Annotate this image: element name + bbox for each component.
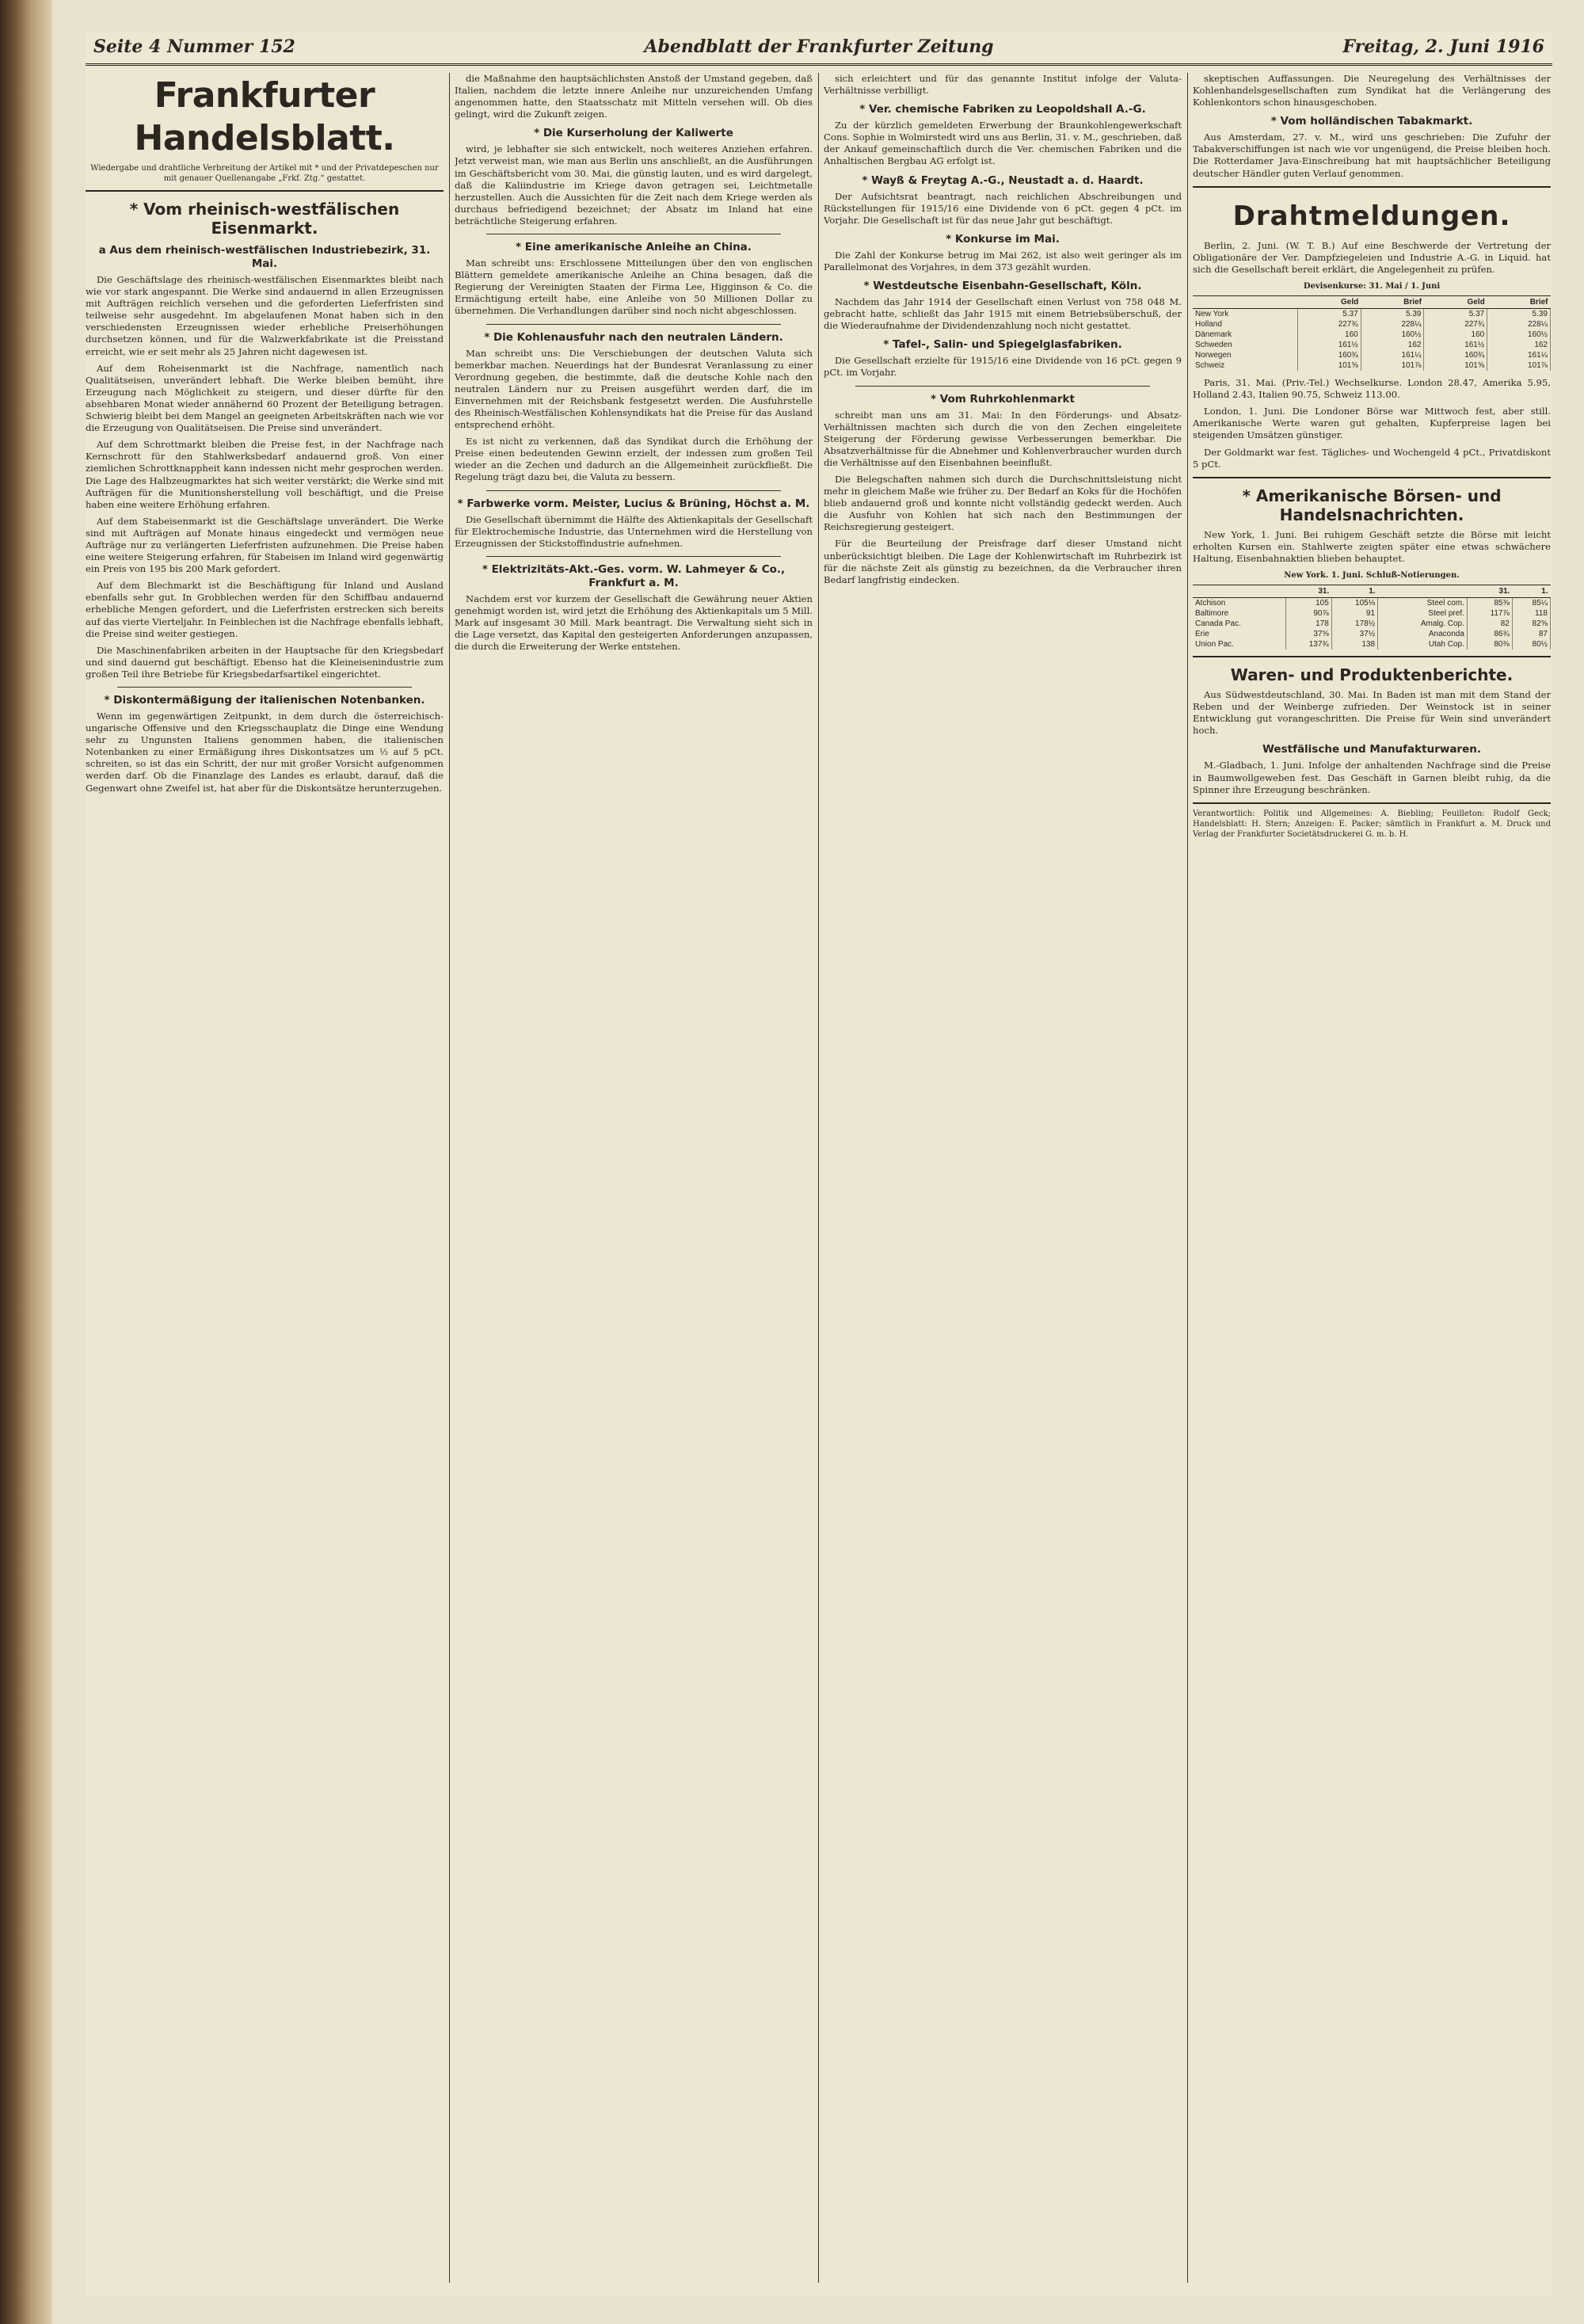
table-cell: 85¼: [1512, 598, 1550, 609]
table-cell: Utah Cop.: [1378, 639, 1468, 650]
exchange-rate-row: [1193, 330, 1551, 340]
article-headline: * Tafel-, Salin- und Spiegelglasfabriken.: [883, 338, 1122, 352]
table-cell: 161½: [1297, 340, 1361, 350]
stock-quote-row: [1193, 598, 1551, 609]
table-cell: 5.39: [1361, 309, 1424, 320]
article-paragraph: New York, 1. Juni. Bei ruhigem Geschäft setzte die Börse mit leicht erholten Kursen ein. Stahlwerte zeigten später eine etwas schwächere Haltung, Eisenbahnaktien blieben behauptet.: [1193, 528, 1551, 564]
running-header: [86, 32, 1552, 66]
table-cell: 87: [1512, 629, 1550, 639]
table-cell: 227¾: [1297, 319, 1361, 330]
table-cell: 160½: [1361, 330, 1424, 340]
newspaper-title: Abendblatt der Frankfurter Zeitung: [644, 36, 994, 57]
section-title: * Amerikanische Börsen- und Handelsnachrichten.: [1242, 486, 1502, 524]
article-paragraph: Wenn im gegenwärtigen Zeitpunkt, in dem durch die österreichisch-ungarische Offensive und den Kriegsschauplatz die Dinge eine Wendung sehr zu Ungunsten Italiens genommen haben, die italienischen Notenbanken zu einer Ermäßigung ihres Diskontsatzes um ½ auf 5 pCt. schreiten, so ist das ein Schritt, der nur mit großer Vorsicht aufgenommen werden darf. Ob die Finanzlage des Landes es erlaubt, darauf, daß die Gegenwart ohne Zweifel ist, hat aber für die Diskontsätze herunterzugehen.: [86, 711, 444, 794]
table-cell: Schweden: [1193, 340, 1297, 350]
table-cell: 178½: [1331, 619, 1377, 629]
table-cell: Anaconda: [1378, 629, 1468, 639]
table-header-cell: Brief: [1361, 296, 1424, 309]
article-paragraph: Auf dem Stabeisenmarkt ist die Geschäftslage unverändert. Die Werke sind mit Aufträgen auf Monate hinaus eingedeckt und vermögen neue Aufträge nur zu verlängerten Lieferfristen aufzunehmen. Die Preise haben eine weitere Steigerung erfahren, für Stabeisen im Inland wird gegenwärtig ein Preis von 195 bis 200 Mark gefordert.: [86, 515, 444, 575]
table-cell: 82: [1467, 619, 1512, 629]
table-cell: 162: [1361, 340, 1424, 350]
article-paragraph: Auf dem Roheisenmarkt ist die Nachfrage, namentlich nach Qualitätseisen, unverändert lebhaft. Die Werke bleiben bemüht, ihre Erzeugung nach Möglichkeit zu steigern, und dieser dürfte für den absehbaren Monat wieder annähernd 60 Prozent der Beteiligung betragen. Schwierig bleibt bei dem Mangel an geeigneten Arbeitskräften nach wie vor die Erzeugung von Qualitätseisen. Die Preise sind unverändert.: [86, 362, 444, 434]
table-cell: 37⅝: [1285, 629, 1331, 639]
article-paragraph: Der Aufsichtsrat beantragt, nach reichlichen Abschreibungen und Rückstellungen für 1915/16 eine Dividende von 6 pCt. gegen 4 pCt. im Vorjahr. Die Gesellschaft ist für das neue Jahr gut beschäftigt.: [824, 190, 1182, 226]
article-paragraph: Es ist nicht zu verkennen, daß das Syndikat durch die Erhöhung der Preise einen bedeutenden Gewinn erzielt, der indessen zum großen Teil wieder an die Zechen und dadurch an die Allgemeinheit zurückfließt. Die Regelung trägt dazu bei, die Valuta zu bessern.: [455, 436, 813, 483]
table-cell: 161¼: [1361, 350, 1424, 360]
article-paragraph: Die Belegschaften nahmen sich durch die Durchschnittsleistung nicht mehr in gleichem Maße wie früher zu. Der Bedarf an Koks für die Hochöfen blieb andauernd groß und konnte nicht vollständig gedeckt werden. Auch die Ausfuhr von Kohlen hat sich nach den Bestimmungen der Reichsregierung gesteigert.: [824, 473, 1182, 533]
table-cell: 160½: [1487, 330, 1551, 340]
table-cell: Amalg. Cop.: [1378, 619, 1468, 629]
book-binding-edge: [0, 0, 52, 2324]
table-cell: 86¾: [1467, 629, 1512, 639]
stock-quotes-table: [1193, 585, 1551, 650]
table-header-cell: Geld: [1297, 296, 1361, 309]
article-paragraph: skeptischen Auffassungen. Die Neuregelung des Verhältnisses der Kohlenhandelsgesellschaften zum Syndikat hat die Verlängerung des Kohlenkontors schon hinausgeschoben.: [1193, 73, 1551, 109]
table-cell: 90⅞: [1285, 608, 1331, 619]
article-headline: * Vom holländischen Tabakmarkt.: [1270, 115, 1473, 128]
table-cell: Steel pref.: [1378, 608, 1468, 619]
table-cell: 118: [1512, 608, 1550, 619]
section-title: Waren- und Produktenberichte.: [1230, 665, 1514, 685]
table-cell: 162: [1487, 340, 1551, 350]
table-cell: 228¼: [1487, 319, 1551, 330]
article-headline: * Farbwerke vorm. Meister, Lucius & Brüning, Höchst a. M.: [457, 497, 810, 510]
column-1: [86, 73, 444, 2283]
table-cell: 80⅜: [1467, 639, 1512, 650]
divider: [486, 324, 781, 325]
article-headline: * Die Kohlenausfuhr nach den neutralen Ländern.: [484, 330, 783, 344]
article-paragraph: Aus Südwestdeutschland, 30. Mai. In Baden ist man mit dem Stand der Reben und der Weinberge zufrieden. Der Weinstock ist in seiner Entwicklung gut vorangeschritten. Die Preise für Wein sind unverändert hoch.: [1193, 689, 1551, 737]
table-cell: 91: [1331, 608, 1377, 619]
article-paragraph: wird, je lebhafter sie sich entwickelt, noch weiteres Anziehen erfahren. Jetzt verweist man, wie man aus Berlin uns anschließt, an die Ausführungen im Geschäftsbericht vom 30. Mai, die günstig lauten, und es wird dargelegt, daß die Kaliindustrie im Kriege davon getragen sei, Leichtmetalle herzustellen. Auch die Aussichten für die Zeit nach dem Kriege werden als durchaus befriedigend bezeichnet; der Absatz im Inland hat eine beträchtliche Steigerung erfahren.: [455, 143, 813, 227]
article-headline: * Vom Ruhrkohlenmarkt: [931, 392, 1075, 406]
article-headline: * Eine amerikanische Anleihe an China.: [516, 241, 752, 254]
stock-quote-row: [1193, 608, 1551, 619]
table-cell: 82⅝: [1512, 619, 1550, 629]
column-rule: [1187, 73, 1188, 2283]
table-cell: 228¼: [1361, 319, 1424, 330]
divider: [486, 556, 781, 557]
article-paragraph: Auf dem Schrottmarkt bleiben die Preise fest, in der Nachfrage nach Kernschrott für den Stahlwerksbedarf andauernd groß. Von einer ziemlichen Schrottknappheit kann indessen nicht mehr gesprochen werden. Die Lage des Halbzeugmarktes hat sich weiter verstärkt; die Werke sind mit Aufträgen für die Munitionsherstellung voll beschäftigt, und die Preise haben eine weitere Erhöhung erfahren.: [86, 439, 444, 510]
table-cell: Atchison: [1193, 598, 1285, 609]
table-header-cell: 1.: [1331, 585, 1377, 598]
exchange-rate-row: [1193, 319, 1551, 330]
table-cell: 160: [1297, 330, 1361, 340]
article-paragraph: Die Gesellschaft übernimmt die Hälfte des Aktienkapitals der Gesellschaft für Elektrochemische Industrie, das Unternehmen wird die Herstellung von Erzeugnissen der Stickstoffindustrie aufnehmen.: [455, 513, 813, 549]
stock-quote-row: [1193, 629, 1551, 639]
article-paragraph: Der Goldmarkt war fest. Tägliches- und Wochengeld 4 pCt., Privatdiskont 5 pCt.: [1193, 446, 1551, 470]
table-cell: 5.37: [1424, 309, 1487, 320]
article-paragraph: London, 1. Juni. Die Londoner Börse war Mittwoch fest, aber still. Amerikanische Werte waren gut gehalten, Kupferpreise lagen bei steigenden Umsätzen günstiger.: [1193, 406, 1551, 441]
table-cell: 37½: [1331, 629, 1377, 639]
table-cell: 85⅜: [1467, 598, 1512, 609]
column-rule: [449, 73, 450, 2283]
masthead-note: Wiedergabe und drahtliche Verbreitung der Artikel mit * und der Privatdepeschen nur mit genauer Quellenangabe „Frkf. Ztg.“ gestattet.: [90, 164, 439, 183]
article-headline: * Elektrizitäts-Akt.-Ges. vorm. W. Lahmeyer & Co., Frankfurt a. M.: [482, 562, 786, 589]
article-paragraph: Die Geschäftslage des rheinisch-westfälischen Eisenmarktes bleibt nach wie vor stark angespannt. Die Werke sind andauernd in allen Erzeugnissen mit Aufträgen reichlich versehen und die geforderten Lieferfristen sind teilweise sehr ausgedehnt. Im abgelaufenen Monat haben sich in den verschiedensten Erzeugnissen wieder erhebliche Preiserhöhungen durchsetzen können, und für die Walzwerkfabrikate ist die Preisstand erreicht, wie er seit mehr als 25 Jahren nicht dagewesen ist.: [86, 274, 444, 357]
stock-quote-row: [1193, 639, 1551, 650]
article-paragraph: sich erleichtert und für das genannte Institut infolge der Valuta-Verhältnisse verbilligt.: [824, 73, 1182, 97]
table-cell: Canada Pac.: [1193, 619, 1285, 629]
article-paragraph: schreibt man uns am 31. Mai: In den Förderungs- und Absatz-Verhältnissen machten sich durch die von den Zechen eingeleitete Steigerung der Förderung gewisse Verbesserungen bemerkbar. Die Absatzverhältnisse für die Abnehmer und Kohlenverbraucher wurden durch die Verhältnisse auf den Eisenbahnen beeinflußt.: [824, 409, 1182, 468]
exchange-rates-table: [1193, 295, 1551, 371]
article-paragraph: Zu der kürzlich gemeldeten Erwerbung der Braunkohlengewerkschaft Cons. Sophie in Wolmirstedt wird uns aus Berlin, 31. v. M., geschrieben, daß der Ankauf gemeinschaftlich durch die Ver. chemischen Fabriken und die Anhaltischen Bergbau AG erfolgt ist.: [824, 120, 1182, 167]
table-cell: 105⅛: [1331, 598, 1377, 609]
article-paragraph: Die Maschinenfabriken arbeiten in der Hauptsache für den Kriegsbedarf und sind dauernd gut beschäftigt. Ebenso hat die Kleineisenindustrie zum großen Teil ihre Betriebe für Kriegsbedarfsartikel eingerichtet.: [86, 644, 444, 680]
table-cell: 101⅝: [1297, 360, 1361, 371]
table-header-cell: Brief: [1487, 296, 1551, 309]
section-masthead: Frankfurter Handelsblatt.: [134, 75, 395, 158]
article-headline: * Westdeutsche Eisenbahn-Gesellschaft, Köln.: [863, 280, 1142, 293]
table-cell: 101⅞: [1487, 360, 1551, 371]
table-caption: New York. 1. Juni. Schluß-Notierungen.: [1284, 570, 1460, 580]
article-paragraph: Auf dem Blechmarkt ist die Beschäftigung für Inland und Ausland ebenfalls sehr gut. In Grobblechen werden für den Schiffbau andauernd erhebliche Mengen gefordert, und die Lieferfristen erstrecken sich bereits auf das vierte Vierteljahr. In Feinblechen ist die Nachfrage ebenfalls lebhaft, die Preise sind weiter gestiegen.: [86, 580, 444, 639]
column-2: [455, 73, 813, 2283]
article-subhead: a Aus dem rheinisch-westfälischen Industriebezirk, 31. Mai.: [98, 244, 431, 270]
article-paragraph: Für die Beurteilung der Preisfrage darf dieser Umstand nicht unberücksichtigt bleiben. Die Lage der Kohlenwirtschaft im Ruhrbezirk ist für die nächste Zeit als günstig zu bezeichnen, da die Verbraucher ihren Bedarf langfristig eindecken.: [824, 538, 1182, 585]
article-paragraph: Berlin, 2. Juni. (W. T. B.) Auf eine Beschwerde der Vertretung der Obligationäre der Ver. Dampfziegeleien und Industrie A.-G. in Liquid. hat sich die Gesellschaft bereit erklärt, die Angelegenheit zu prüfen.: [1193, 239, 1551, 275]
divider: [486, 490, 781, 491]
issue-date: Freitag, 2. Juni 1916: [1342, 36, 1544, 57]
exchange-rate-row: [1193, 340, 1551, 350]
table-cell: Norwegen: [1193, 350, 1297, 360]
divider: [1193, 186, 1551, 188]
table-caption: Devisenkurse: 31. Mai / 1. Juni: [1303, 281, 1441, 291]
table-cell: 178: [1285, 619, 1331, 629]
exchange-rate-row: [1193, 309, 1551, 320]
newspaper-page: [86, 32, 1552, 2297]
article-headline: * Konkurse im Mai.: [946, 232, 1060, 246]
column-3: [824, 73, 1182, 2283]
table-cell: 161½: [1424, 340, 1487, 350]
table-cell: Union Pac.: [1193, 639, 1285, 650]
table-header-cell: Geld: [1424, 296, 1487, 309]
exchange-rate-row: [1193, 360, 1551, 371]
divider: [86, 190, 444, 192]
article-paragraph: die Maßnahme den hauptsächlichsten Anstoß der Umstand gegeben, daß Italien, nachdem die letzte innere Anleihe nur unzureichenden Umfang angenommen hatte, den Staatsschatz mit Mitteln versehen will. Ob dies gelingt, wird die Zukunft zeigen.: [455, 73, 813, 120]
article-paragraph: Die Zahl der Konkurse betrug im Mai 262, ist also weit geringer als im Parallelmonat des Vorjahres, in dem 373 gezählt wurden.: [824, 249, 1182, 272]
table-cell: 80½: [1512, 639, 1550, 650]
table-header-cell: 31.: [1285, 585, 1331, 598]
column-rule: [818, 73, 819, 2283]
table-cell: Steel com.: [1378, 598, 1468, 609]
divider: [855, 386, 1150, 387]
article-headline: Westfälische und Manufakturwaren.: [1262, 743, 1481, 756]
table-cell: New York: [1193, 309, 1297, 320]
article-headline: * Vom rheinisch-westfälischen Eisenmarkt.: [129, 200, 400, 238]
column-4: [1193, 73, 1551, 2283]
article-paragraph: M.-Gladbach, 1. Juni. Infolge der anhaltenden Nachfrage sind die Preise in Baumwollgeweben fest. Das Geschäft in Garnen bleibt ruhig, da die Spinner ihre Erzeugung beschränken.: [1193, 760, 1551, 795]
table-cell: 161¼: [1487, 350, 1551, 360]
table-header-cell: [1193, 296, 1297, 309]
table-cell: 138: [1331, 639, 1377, 650]
table-cell: 101⅝: [1424, 360, 1487, 371]
table-cell: 227¾: [1424, 319, 1487, 330]
table-cell: 137¾: [1285, 639, 1331, 650]
table-cell: 5.37: [1297, 309, 1361, 320]
table-header-cell: [1193, 585, 1285, 598]
divider: [1193, 656, 1551, 657]
table-cell: 160: [1424, 330, 1487, 340]
article-paragraph: Man schreibt uns: Erschlossene Mitteilungen über den von englischen Blättern gemeldete amerikanische Anleihe an China besagen, daß die Regierung der Vereinigten Staaten der Firma Lee, Higginson & Co. die Ermächtigung erteilt habe, eine Anleihe von 50 Millionen Dollar zu übernehmen. Die Verhandlungen darüber sind noch nicht abgeschlossen.: [455, 257, 813, 317]
divider: [117, 687, 412, 688]
article-paragraph: Nachdem erst vor kurzem der Gesellschaft die Gewährung neuer Aktien genehmigt worden ist, wird jetzt die Erhöhung des Aktienkapitals um 5 Mill. Mark auf insgesamt 30 Mill. Mark beantragt. Die Verwaltung sieht sich in die Lage versetzt, das Kapital den gesteigerten Anforderungen anzupassen, die durch die Erweiterung der Werke entstehen.: [455, 592, 813, 653]
table-cell: 160¾: [1424, 350, 1487, 360]
article-paragraph: Aus Amsterdam, 27. v. M., wird uns geschrieben: Die Zufuhr der Tabakverschiffungen ist nach wie vor ungenügend, die Preise bleiben hoch. Die Rotterdamer Java-Einschreibung hat mit hauptsächlicher Beteiligung deutscher Händler guten Verlauf genommen.: [1193, 131, 1551, 179]
table-cell: 105: [1285, 598, 1331, 609]
article-headline: * Wayß & Freytag A.-G., Neustadt a. d. Haardt.: [862, 173, 1144, 187]
article-headline: * Ver. chemische Fabriken zu Leopoldshall A.-G.: [859, 103, 1146, 116]
exchange-rate-row: [1193, 350, 1551, 360]
table-cell: 101⅞: [1361, 360, 1424, 371]
table-cell: 5.39: [1487, 309, 1551, 320]
article-paragraph: Man schreibt uns: Die Verschiebungen der deutschen Valuta sich bemerkbar machen. Neuerdings hat der Bundesrat Veranlassung zu einer Verordnung gegeben, die bestimmte, daß die deutsche Kohle nach den neutralen Ländern nur zu Preisen ausgeführt werden darf, die im Einvernehmen mit der Reichsbank festgesetzt werden. Die Ausfuhrstelle des Rheinisch-Westfälischen Kohlensyndikats hat die Preise für das Ausland entsprechend erhöht.: [455, 347, 813, 431]
table-cell: Dänemark: [1193, 330, 1297, 340]
table-header-cell: [1378, 585, 1468, 598]
table-cell: 117⅞: [1467, 608, 1512, 619]
article-paragraph: Nachdem das Jahr 1914 der Gesellschaft einen Verlust von 758 048 M. gebracht hatte, schließt das Jahr 1915 mit einem Betriebsüberschuß, der die Wiederaufnahme der Dividendenzahlung noch nicht gestattet.: [824, 296, 1182, 332]
article-headline: * Diskontermäßigung der italienischen Notenbanken.: [104, 694, 425, 707]
divider: [1193, 477, 1551, 478]
article-headline: * Die Kurserholung der Kaliwerte: [534, 127, 733, 140]
table-header-cell: 1.: [1512, 585, 1550, 598]
table-cell: Holland: [1193, 319, 1297, 330]
imprint: Verantwortlich: Politik und Allgemeines: A. Biebling; Feuilleton: Rudolf Geck; Handelsblatt: H. Stern; Anzeigen: E. Packer; sämtlich in Frankfurt a. M. Druck und Verlag der Frankfurter Societätsdruckerei G. m. b. H.: [1193, 802, 1551, 840]
table-header-cell: 31.: [1467, 585, 1512, 598]
table-cell: 160¾: [1297, 350, 1361, 360]
table-cell: Erie: [1193, 629, 1285, 639]
article-paragraph: Die Gesellschaft erzielte für 1915/16 eine Dividende von 16 pCt. gegen 9 pCt. im Vorjahr.: [824, 355, 1182, 379]
stock-quote-row: [1193, 619, 1551, 629]
section-title: Drahtmeldungen.: [1232, 200, 1511, 232]
page-number-label: Seite 4 Nummer 152: [93, 36, 295, 57]
table-cell: Schweiz: [1193, 360, 1297, 371]
article-paragraph: Paris, 31. Mai. (Priv.-Tel.) Wechselkurse. London 28.47, Amerika 5.95, Holland 2.43, Italien 90.75, Schweiz 113.00.: [1193, 377, 1551, 401]
table-cell: Baltimore: [1193, 608, 1285, 619]
